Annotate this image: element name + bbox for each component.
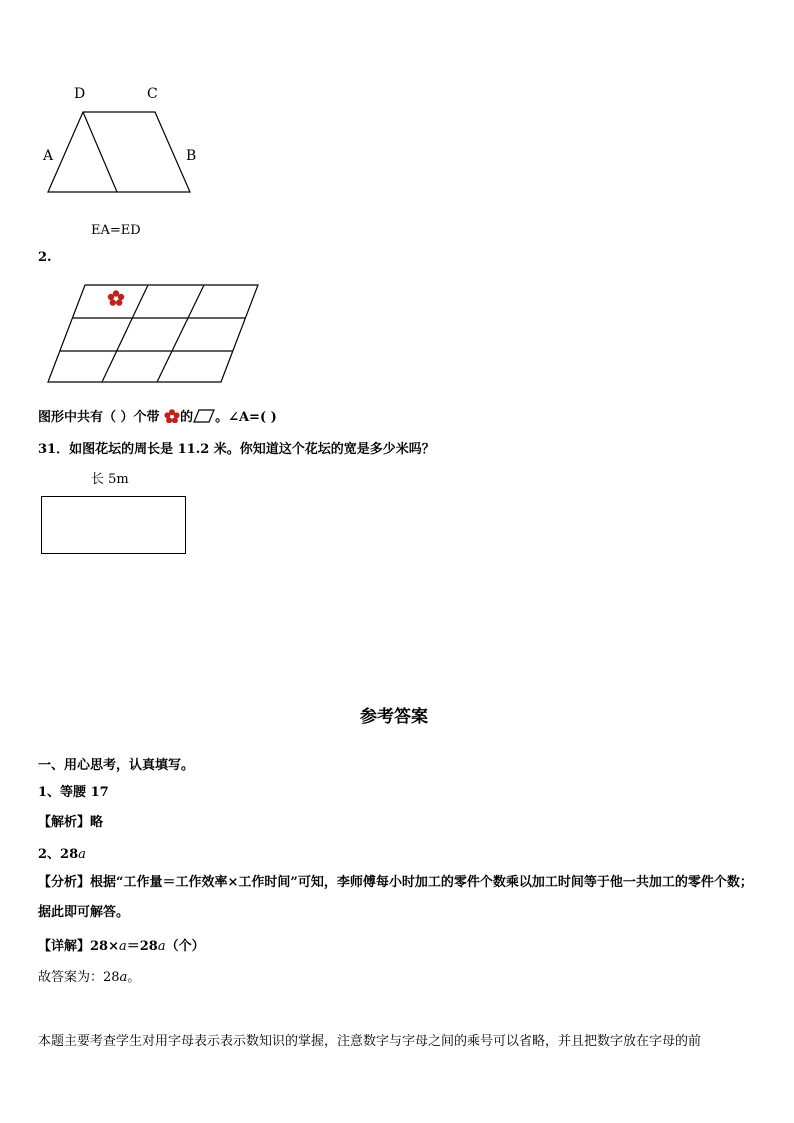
variable-a: a [78, 847, 86, 862]
answer-2-detail [38, 935, 205, 954]
answer-2-detail-prefix: 【详解】28× [38, 939, 119, 954]
figure-caption: EA=ED [91, 223, 141, 238]
vertex-label-b: B [186, 148, 197, 164]
variable-a: a [157, 939, 166, 954]
parallelogram-grid-figure [0, 0, 794, 400]
answer-2-note: 本题主要考查学生对用字母表示表示数知识的掌握，注意数字与字母之间的乘号可以省略，并且把数字放在字母的前 [38, 1034, 702, 1049]
variable-a: a [118, 939, 127, 954]
length-label: 长 5m [91, 472, 129, 487]
answer-2-analysis: 【分析】根据“工作量＝工作效率×工作时间”可知，李师傅每小时加工的零件个数乘以加工时间等于他一共加工的零件个数；据此即可解答。 [38, 875, 753, 920]
question-31-text: 31．如图花坛的周长是 11.2 米。你知道这个花坛的宽是多少米吗？ [38, 442, 435, 457]
answer-2 [38, 843, 86, 862]
question-number-2: 2. [38, 250, 52, 265]
vertex-label-c: C [147, 86, 158, 102]
question-2-line [38, 406, 277, 425]
grid-col-line-2 [157, 285, 204, 382]
answer-2-detail-suffix: （个） [165, 939, 205, 954]
answer-1: 1、等腰 17 [38, 785, 109, 800]
vertex-label-a: A [43, 148, 54, 164]
section-1-heading: 一、用心思考，认真填写。 [38, 758, 195, 773]
grid-col-line-1 [102, 285, 148, 382]
variable-a: a [119, 970, 128, 985]
answer-2-final-prefix: 故答案为：28 [38, 970, 120, 985]
flower-bed-rectangle [41, 496, 186, 554]
parallelogram-icon [193, 409, 215, 423]
vertex-label-d: D [74, 86, 86, 102]
question-2-text-suffix: 。∠A=( ) [215, 410, 277, 425]
flower-icon [108, 290, 124, 306]
answer-2-detail-mid: ＝28 [126, 939, 158, 954]
grid-outline [48, 285, 258, 382]
answers-title: 参考答案 [360, 707, 428, 727]
answer-2-final [38, 966, 140, 985]
flower-icon [164, 409, 180, 423]
answer-2-final-suffix: 。 [127, 970, 141, 985]
answer-1-analysis: 【解析】略 [38, 815, 104, 830]
answer-2-prefix: 2、28 [38, 847, 79, 862]
question-2-text-prefix: 图形中共有（ ）个带 [38, 410, 165, 425]
question-2-text-middle: 的 [180, 410, 194, 425]
